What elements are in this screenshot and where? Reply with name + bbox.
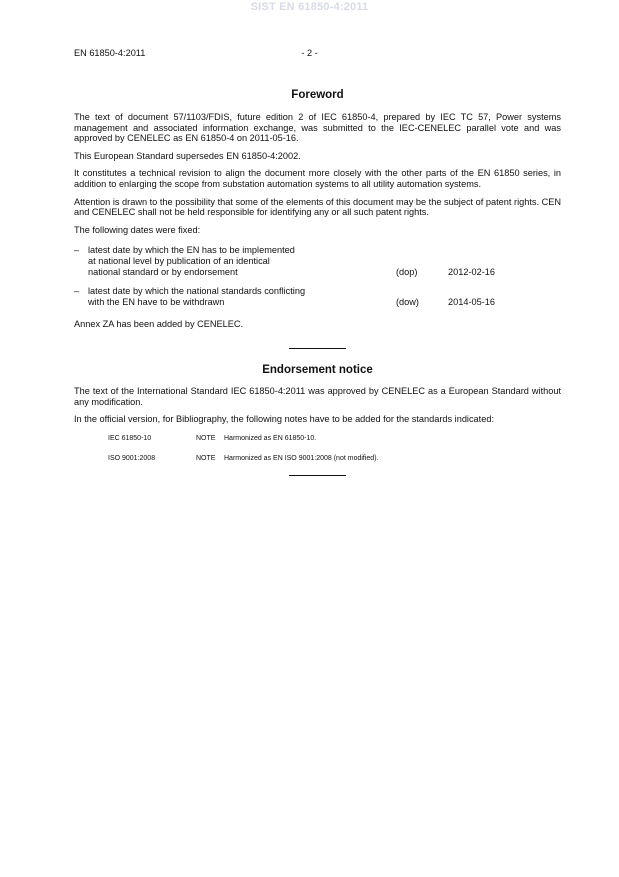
- list-dash: –: [74, 245, 80, 256]
- note-standard: ISO 9001:2008: [108, 455, 156, 463]
- list-dash: –: [74, 286, 80, 297]
- date-value: 2012-02-16: [448, 266, 495, 277]
- page-content: [74, 88, 561, 476]
- bibliography-notes: [108, 434, 561, 465]
- date-abbreviation: (dow): [396, 296, 419, 307]
- note-row: [108, 454, 561, 465]
- foreword-paragraph: The following dates were fixed:: [74, 224, 201, 235]
- watermark: SIST EN 61850-4:2011: [250, 1, 369, 13]
- note-label: NOTE: [196, 434, 216, 442]
- note-label: NOTE: [196, 455, 216, 463]
- endorsement-paragraph: In the official version, for Bibliography, the following notes have to be added for the standards indicated:: [74, 414, 494, 425]
- note-text: Harmonized as EN 61850-10.: [224, 434, 317, 442]
- note-text: Harmonized as EN ISO 9001:2008 (not modified).: [224, 455, 379, 463]
- section-divider: [289, 475, 346, 476]
- foreword-paragraph: This European Standard supersedes EN 61850-4:2002.: [74, 150, 301, 161]
- header-document-id: EN 61850-4:2011: [74, 48, 146, 58]
- foreword-title: Foreword: [291, 89, 344, 101]
- annex-note: Annex ZA has been added by CENELEC.: [74, 319, 244, 330]
- date-value: 2014-05-16: [448, 296, 495, 307]
- date-item-dop: [74, 245, 561, 277]
- foreword-paragraph: It constitutes a technical revision to align the document more closely with the other parts of the EN 61850 series, in addition to enlarging the scope from substation automation systems to all utility automation systems.: [74, 168, 561, 189]
- endorsement-paragraph: The text of the International Standard IEC 61850-4:2011 was approved by CENELEC as a European Standard without any modification.: [74, 385, 561, 407]
- fixed-dates-list: [74, 245, 561, 307]
- endorsement-title: Endorsement notice: [262, 363, 373, 376]
- header-page-number: - 2 -: [301, 48, 318, 58]
- date-description: latest date by which the EN has to be implemented at national level by publication of an identical national standard or by endorsement: [88, 245, 295, 277]
- date-item-dow: [74, 286, 561, 307]
- note-row: [108, 434, 561, 445]
- foreword-paragraph: Attention is drawn to the possibility that some of the elements of this document may be the subject of patent rights. CEN and CENELEC shall not be held responsible for identifying any or all such patent rights.: [74, 196, 561, 218]
- foreword-paragraph: The text of document 57/1103/FDIS, future edition 2 of IEC 61850-4, prepared by IEC TC 57, Power systems management and associated information exchange, was submitted to the IEC-CENELEC parallel vote and was approved by CENELEC as EN 61850-4 on 2011-05-16.: [74, 112, 561, 144]
- section-divider: [289, 348, 346, 349]
- note-standard: IEC 61850-10: [108, 434, 152, 442]
- date-description: latest date by which the national standards conflicting with the EN have to be withdrawn: [88, 286, 306, 307]
- date-abbreviation: (dop): [396, 266, 418, 277]
